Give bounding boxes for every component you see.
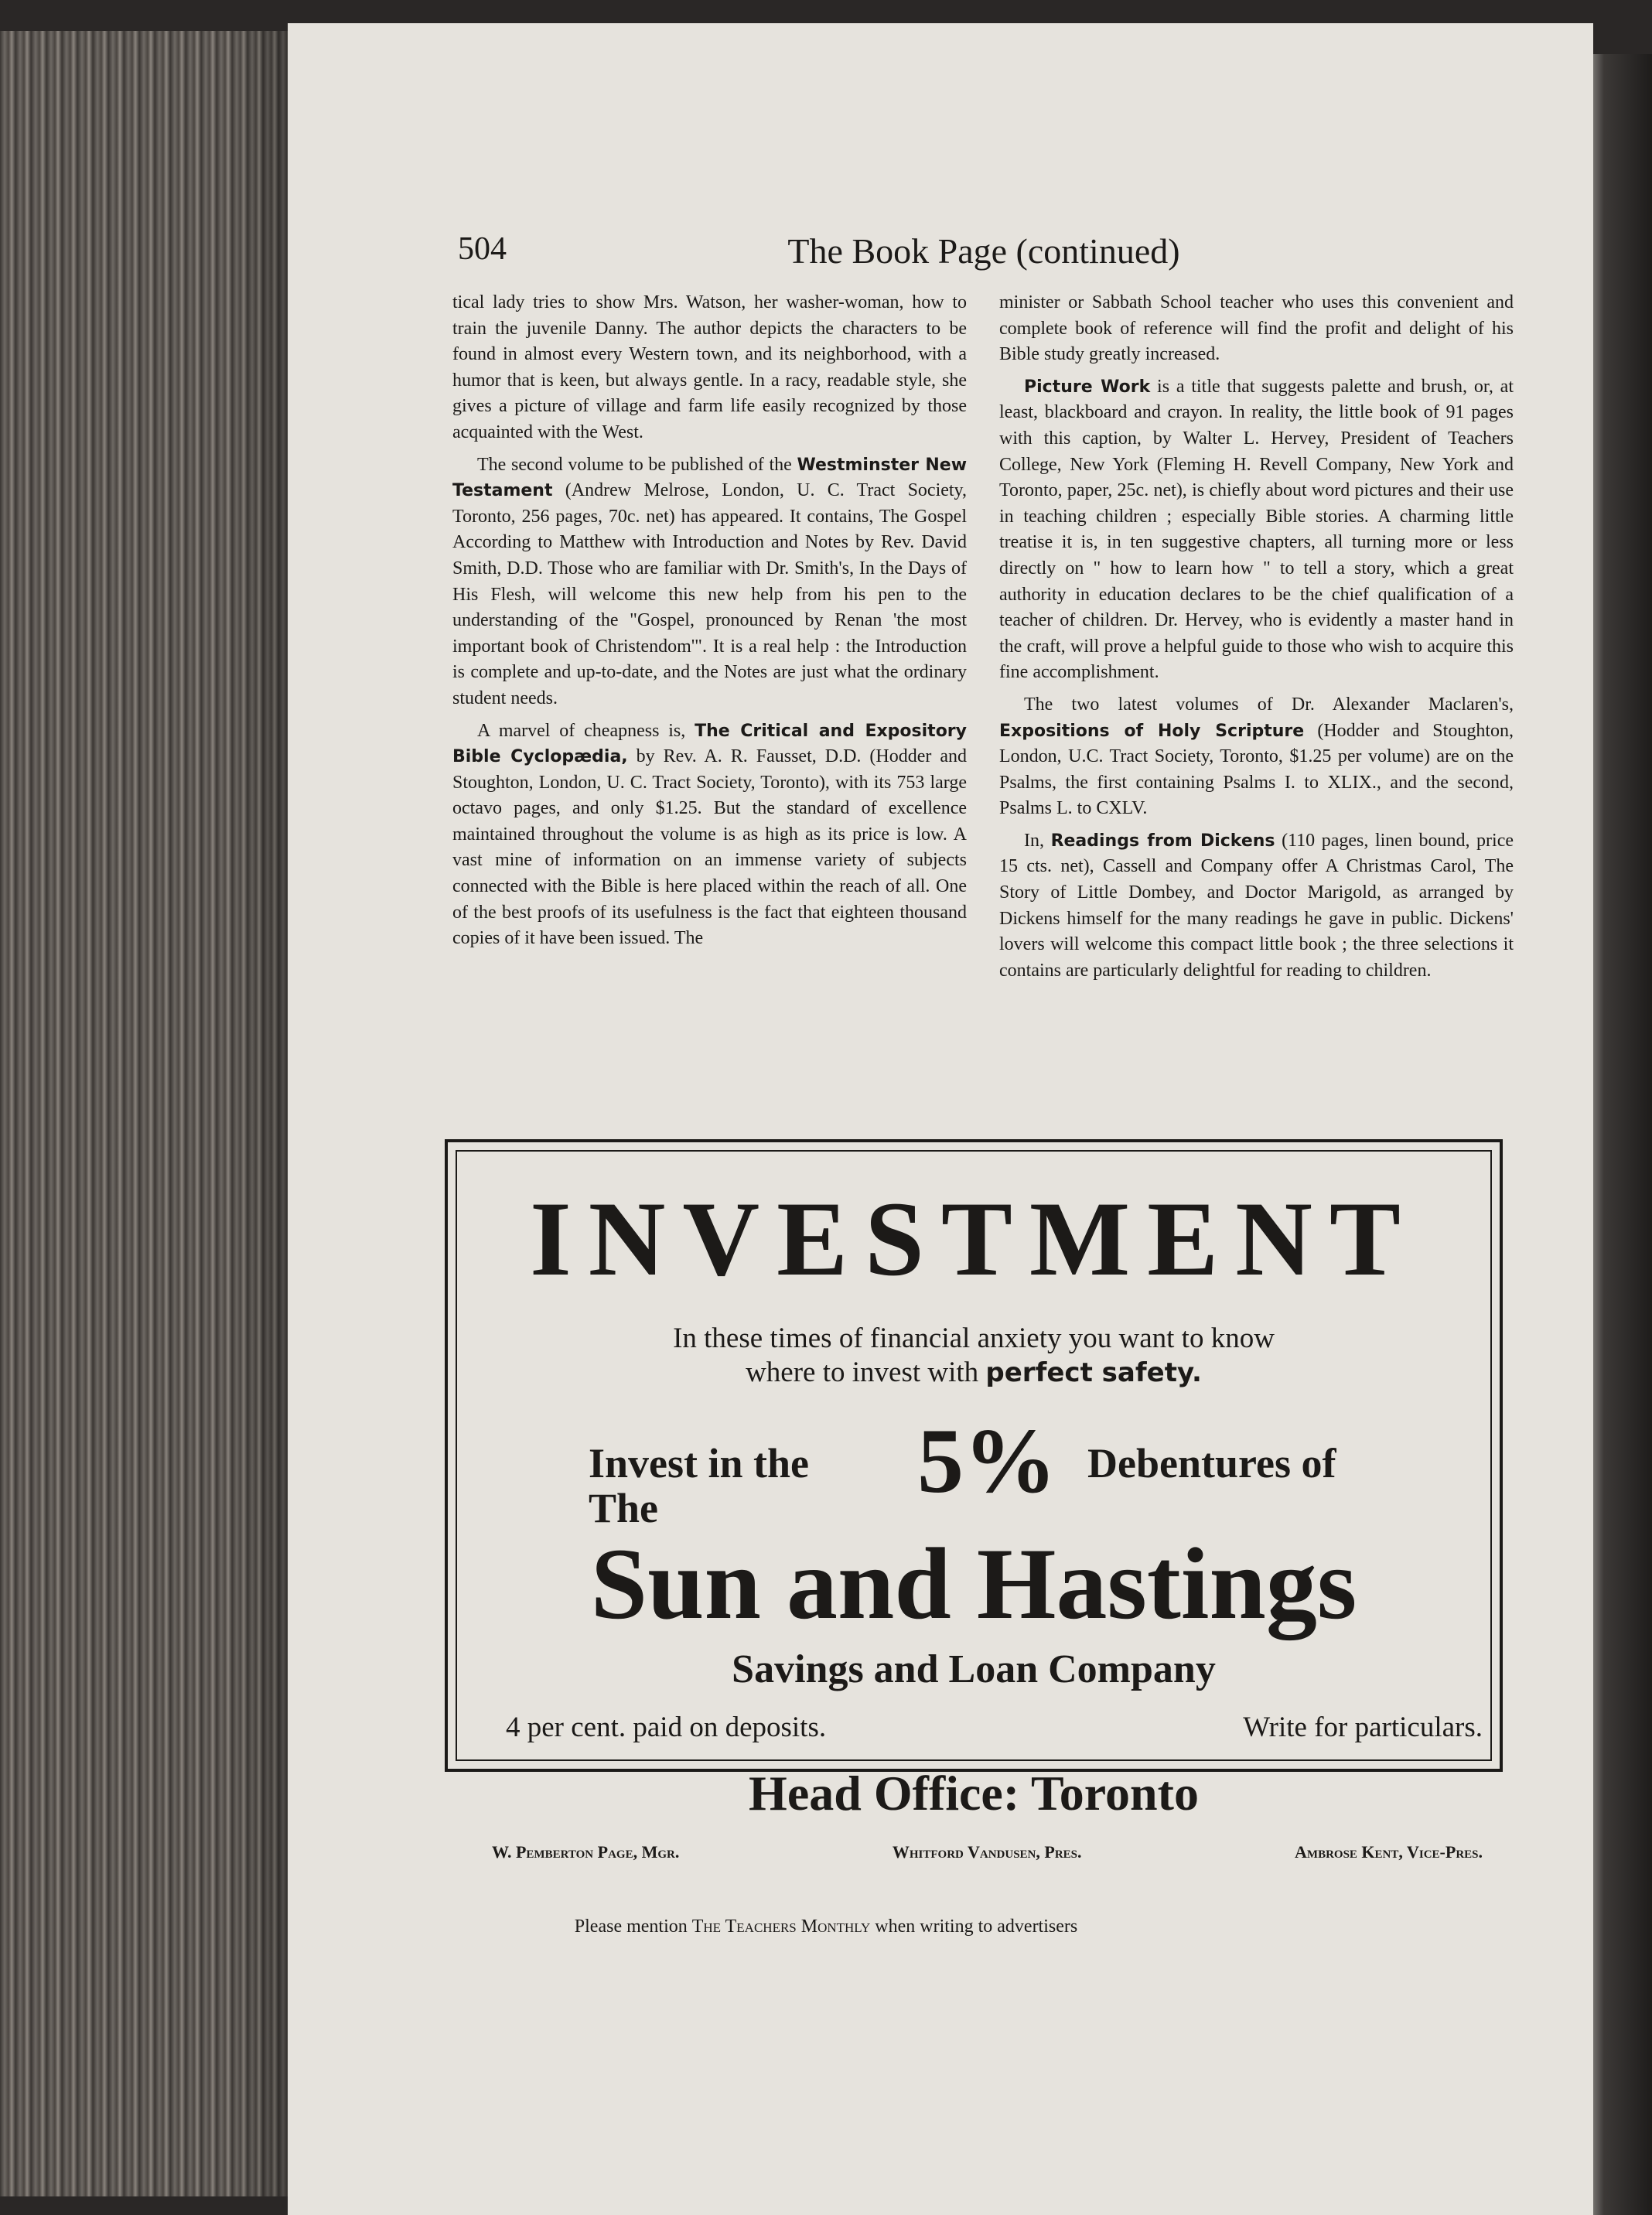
left-paragraph-3 [452,718,967,952]
ad-company-subtitle: Savings and Loan Company [732,1647,1216,1691]
investment-advertisement [445,1139,1503,1862]
ad-write-for-particulars: Write for particulars. [1243,1712,1483,1743]
text-run: by Rev. A. R. Fausset, D.D. (Hodder and Stoughton, London, U. C. Tract Society, Toronto), with its 753 large octavo pages, and only $1.25. But the standard of excellence maintained throughout the volume is as high as its price is low. A vast mine of information on an immense variety of subjects connected with the Bible is here placed within the reach of all. One of the best proofs of its usefulness is the fact that eighteen thousand copies of it have been issued. The [452,746,968,949]
ad-officer-manager: W. Pemberton Page, Mgr. [492,1842,680,1862]
ad-inner-border [456,1150,1492,1862]
text-run: In, [1024,830,1044,851]
page-footer [0,1916,1652,1937]
book-title-cyclopaedia: The Critical and Expository Bible Cyclopædia, [452,721,967,767]
ad-deposits: 4 per cent. paid on deposits. [506,1712,827,1743]
text-run: (110 pages, linen bound, price 15 cts. net), Cassell and Company offer A Christmas Carol, The Story of Little Dombey, and Doctor Marigold, as arranged by Dickens himself for the many readings he gave in public. Dickens' lovers will welcome this compact little book ; the three selections it contains are particularly delightful for reading to children. [999,830,1514,981]
ad-debentures-of: Debentures of [1087,1440,1336,1486]
text-run: Please mention [574,1916,688,1937]
page-header [458,224,1510,286]
ad-subheading [457,1322,1490,1390]
ad-invest-in-the: Invest in the [589,1440,810,1486]
text-run: when writing to advertisers [875,1916,1078,1937]
right-column [999,290,1514,990]
left-paragraph-2 [452,452,967,712]
left-column [452,290,967,958]
ad-perfect-safety: perfect safety. [985,1357,1202,1388]
text-run: The second volume to be published of the [477,454,792,475]
ad-the: The [589,1485,659,1531]
ad-officer-vice-president: Ambrose Kent, Vice-Pres. [1295,1842,1483,1862]
ad-sub-line-1: In these times of financial anxiety you want to know [673,1323,1275,1354]
ad-officers [492,1842,1483,1862]
book-title-westminster: Westminster New Testament [452,455,968,501]
right-paragraph-3 [999,692,1514,822]
right-paragraph-1: minister or Sabbath School teacher who uses this convenient and complete book of reference will find the profit and delight of his Bible study greatly increased. [999,292,1514,365]
text-run: where to invest with [746,1357,979,1388]
left-paragraph-1: tical lady tries to show Mrs. Watson, her washer-woman, how to train the juvenile Danny. The author depicts the characters to be found in almost every Western town, and its neighborhood, with a humor that is keen, but always gentle. In a racy, readable style, she gives a picture of village and farm life easily recognized by those acquainted with the West. [452,292,967,442]
page-number: 504 [458,231,507,267]
footer-magazine-name: The Teachers Monthly [691,1916,871,1937]
text-run: (Andrew Melrose, London, U. C. Tract Society, Toronto, 256 pages, 70c. net) has appeared. It contains, The Gospel According to Matthew with Introduction and Notes by Rev. David Smith, D.D. Those who are familiar with Dr. Smith's, In the Days of His Flesh, will welcome this new help from his pen to the understanding of the "Gospel, pronounced by Renan 'the most important book of Christendom'". It is a real help : the Introduction is complete and up-to-date, and the Notes are just what the ordinary student needs. [452,480,968,708]
ad-sub-line-2 [457,1356,1490,1390]
book-title-expositions: Expositions of Holy Scripture [999,721,1305,741]
ad-headline: INVESTMENT [530,1179,1418,1298]
text-run: (Hodder and Stoughton, London, U.C. Tract Society, Toronto, $1.25 per volume) are on the Psalms, the first containing Psalms I. to XLIX., and the second, Psalms L. to CXLV. [999,720,1514,819]
right-paragraph-2 [999,374,1514,686]
text-run: The two latest volumes of Dr. Alexander Maclaren's, [1024,694,1514,715]
ad-head-office: Head Office: Toronto [749,1766,1199,1821]
text-run: is a title that suggests palette and brush, or, at least, blackboard and crayon. In reality, the little book of 91 pages with this caption, by Walter L. Hervey, President of Teachers College, New York (Fleming H. Revell Company, New York and Toronto, paper, 25c. net), is chiefly about word pictures and their use in teaching children ; especially Bible stories. A charming little treatise it is, in ten suggestive chapters, all turning more or less directly on " how to learn how " to tell a story, which a great authority in education declares to be the chief qualification of a teacher of children. Dr. Hervey, who is evidently a master hand in the craft, will prove a helpful guide to those who wish to acquire this fine accomplishment. [999,376,1514,683]
text-run: A marvel of cheapness is, [477,720,686,741]
right-paragraph-4 [999,828,1514,985]
running-title: The Book Page (continued) [787,231,1180,271]
ad-percent: 5% [917,1409,1056,1512]
book-title-dickens: Readings from Dickens [1050,831,1275,851]
ad-officer-president: Whitford Vandusen, Pres. [892,1842,1082,1862]
book-title-picture-work: Picture Work [1024,377,1151,397]
ad-company-name: Sun and Hastings [590,1527,1357,1640]
